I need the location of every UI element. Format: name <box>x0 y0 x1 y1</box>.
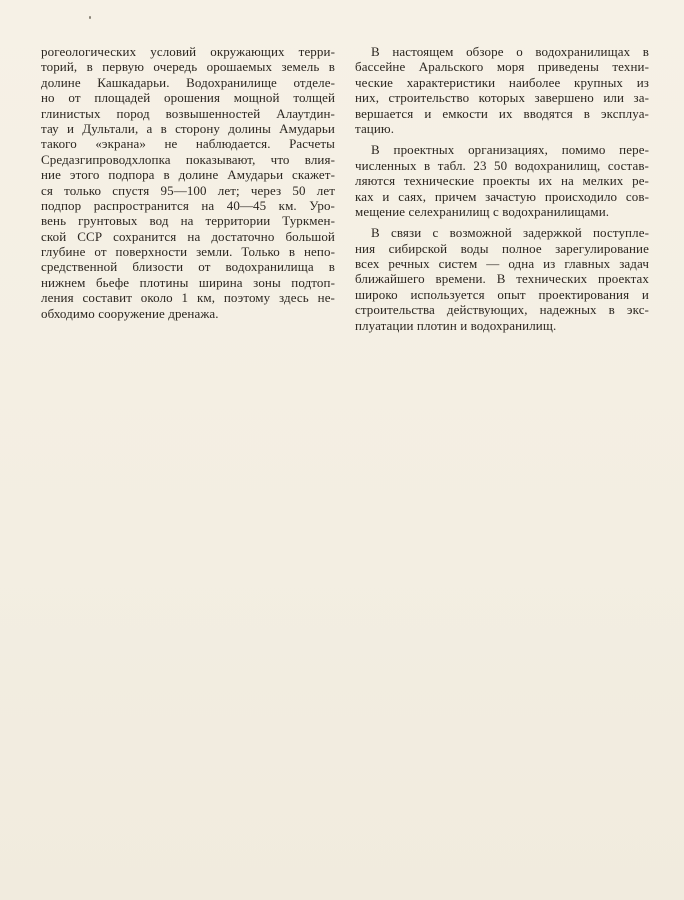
text-line: обходимо сооружение дренажа. <box>41 305 219 321</box>
text-line: ках и саях, причем зачастую происходило сов- <box>355 188 649 204</box>
paragraph <box>355 44 649 136</box>
text-line: ления составит около 1 км, поэтому здесь не- <box>41 290 335 306</box>
text-line: но от площадей орошения мощной толщей <box>41 90 335 106</box>
text-line: ся только спустя 95—100 лет; через 50 лет <box>41 182 335 198</box>
text-line: плуатации плотин и водохранилищ. <box>355 317 557 333</box>
text-line: ляются технические проекты их на мелких ре- <box>355 173 649 189</box>
text-line: рогеологических условий окружающих терри- <box>41 44 335 59</box>
text-line: ской ССР сохранится на достаточно большой <box>41 228 335 244</box>
text-line: них, строительство которых завершено или за- <box>355 90 649 106</box>
text-line: подпор распространится на 40—45 км. Уро- <box>41 197 335 213</box>
text-line: глинистых пород возвышенностей Алаутдин- <box>41 105 335 121</box>
paragraph <box>355 142 649 219</box>
text-line: такого «экрана» не наблюдается. Расчеты <box>41 136 335 152</box>
text-line: ния сибирской воды полное зарегулирование <box>355 240 649 256</box>
text-line: вень грунтовых вод на территории Туркмен- <box>41 213 335 229</box>
text-line: численных в табл. 23 50 водохранилищ, состав- <box>355 157 649 173</box>
text-line: нижнем бьефе плотины ширина зоны подтоп- <box>41 274 335 290</box>
scan-speck <box>89 16 91 19</box>
text-line: торий, в первую очередь орошаемых земель в <box>41 59 335 75</box>
text-line: тацию. <box>355 120 395 136</box>
text-line: широко используется опыт проектирования и <box>355 286 649 302</box>
text-line: средственной близости от водохранилища в <box>41 259 335 275</box>
text-line: всех речных систем — одна из главных задач <box>355 256 649 272</box>
text-line: тау и Дультали, а в сторону долины Амударьи <box>41 120 335 136</box>
paragraph <box>355 225 649 333</box>
text-line: ние этого подпора в долине Амударьи скажет- <box>41 167 335 183</box>
text-line: ческие характеристики наиболее крупных из <box>355 74 649 90</box>
text-line: строительства действующих, надежных в экс- <box>355 302 649 318</box>
text-line: вершается и емкости их вводятся в эксплуа- <box>355 105 649 121</box>
text-line: долине Кашкадарьи. Водохранилище отделе- <box>41 74 335 90</box>
right-column <box>355 44 649 333</box>
left-column <box>41 44 335 321</box>
text-line: мещение селехранилищ с водохранилищами. <box>355 203 610 219</box>
text-line: Средазгипроводхлопка показывают, что влия- <box>41 151 335 167</box>
text-line: В настоящем обзоре о водохранилищах в <box>371 44 649 59</box>
text-line: В проектных организациях, помимо пере- <box>371 142 649 158</box>
text-line: В связи с возможной задержкой поступле- <box>371 225 649 241</box>
text-line: глубине от поверхности земли. Только в непо- <box>41 244 335 260</box>
text-line: ближайшего времени. В технических проектах <box>355 271 649 287</box>
text-line: бассейне Аральского моря приведены техни- <box>355 59 649 75</box>
